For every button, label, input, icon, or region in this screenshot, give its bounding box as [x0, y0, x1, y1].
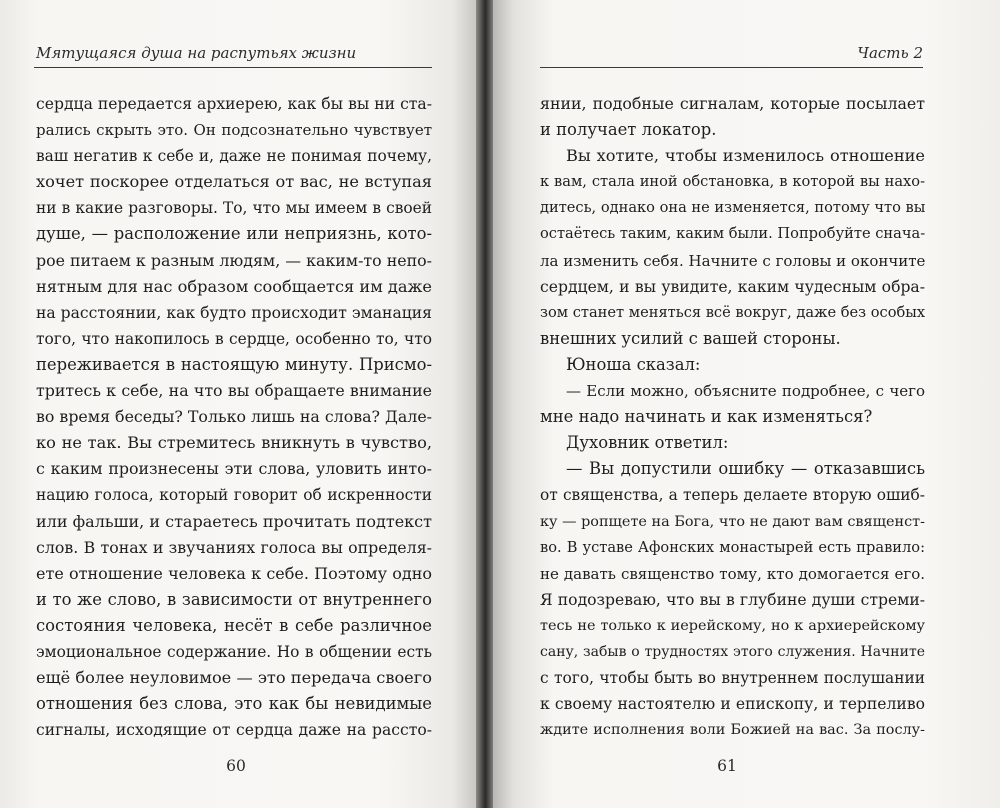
text-line: переживается в настоящую минуту. Присмо- [36, 354, 432, 374]
text-line: сигналы, исходящие от сердца даже на рассто- [36, 721, 432, 740]
text-line: состояния человека, несёт в себе различное [36, 615, 432, 635]
text-line: Вы хотите, чтобы изменилось отношение [566, 146, 925, 166]
text-line: слов. В тонах и звучаниях голоса вы определя- [36, 537, 432, 557]
text-line: с каким произнесены эти слова, уловить инто- [36, 459, 432, 479]
text-line: остаётесь таким, каким были. Попробуйте снача- [540, 225, 925, 243]
right-running-head: Часть 2 [857, 44, 923, 62]
text-line: зом станет меняться всё вокруг, даже без особых [540, 303, 925, 321]
text-line: с того, чтобы быть во внутреннем послушании [540, 669, 925, 688]
text-line: хочет поскорее отделаться от вас, не вступая [36, 172, 432, 192]
text-line: ку — ропщете на Бога, что не дают вам священст- [540, 513, 925, 530]
text-line: к вам, стала иной обстановка, в которой вы нахо- [540, 173, 925, 191]
left-header-rule [34, 67, 432, 68]
text-line: тесь не только к иерейскому, но к архиерейскому [540, 617, 925, 634]
text-line: ко не так. Вы стремитесь вникнуть в чувство, [36, 433, 432, 453]
right-page [493, 0, 1000, 808]
text-line: ла изменить себя. Начните с головы и окончите [540, 251, 925, 270]
text-line: сердца передается архиерею, как бы вы ни ста- [36, 95, 432, 113]
text-line: во. В уставе Афонских монастырей есть правило: [540, 538, 925, 556]
text-line: или фальши, и стараетесь прочитать подтекст [36, 511, 432, 531]
text-line: эмоциональное содержание. Но в общении есть [36, 642, 432, 661]
text-line: сердцем, и вы увидите, каким чудесным обра- [540, 277, 925, 296]
text-line: ете отношение человека к себе. Поэтому одно [36, 563, 432, 583]
text-line: Духовник ответил: [566, 433, 729, 453]
text-line: к своему настоятелю и епископу, и терпеливо [540, 695, 925, 714]
text-line: во время беседы? Только лишь на слова? Дале- [36, 407, 432, 427]
text-line: тритесь к себе, на что вы обращаете внимание [36, 381, 432, 401]
text-line: дитесь, однако она не изменяется, потому что вы [540, 199, 925, 217]
left-running-head: Мятущаяся душа на распутьях жизни [36, 44, 357, 62]
left-page-text [36, 91, 432, 743]
left-page-number: 60 [226, 757, 246, 775]
right-page-text [540, 91, 925, 743]
text-line: от священства, а теперь делаете вторую ошиб- [540, 486, 925, 505]
text-line: ещё более неуловимое — это передача своего [36, 668, 432, 688]
text-line: ждите исполнения воли Божией на вас. За послу- [540, 722, 925, 739]
text-line: рались скрыть это. Он подсознательно чувствует [36, 121, 432, 140]
text-line: отношения без слова, это как бы невидимые [36, 694, 432, 714]
text-line: нацию голоса, который говорит об искренности [36, 486, 432, 505]
text-line: — Если можно, объясните подробнее, с чего [566, 382, 925, 401]
text-line: внешних усилий с вашей стороны. [540, 328, 841, 348]
text-line: Я подозреваю, что вы в глубине души стреми- [540, 590, 925, 609]
text-line: рое питаем к разным людям, — каким-то непо- [36, 250, 432, 270]
text-line: на расстоянии, как будто происходит эманация [36, 303, 432, 322]
text-line: и получает локатор. [540, 120, 717, 140]
left-page [0, 0, 476, 808]
text-line: душе, — расположение или неприязнь, кото- [36, 224, 432, 244]
text-line: того, что накопилось в сердце, особенно то, что [36, 329, 432, 348]
text-line: сану, забыв о трудностях этого служения. Начните [540, 643, 925, 660]
right-header-rule [540, 67, 923, 68]
text-line: Юноша сказал: [566, 354, 701, 374]
text-line: янии, подобные сигналам, которые посылает [540, 94, 925, 113]
text-line: ваш негатив к себе и, даже не понимая почему, [36, 147, 432, 166]
text-line: мне надо начинать и как изменяться? [540, 407, 873, 427]
right-page-number: 61 [717, 757, 737, 775]
book-gutter [476, 0, 493, 808]
text-line: нятным для нас образом сообщается им даже [36, 276, 432, 296]
text-line: ни в какие разговоры. То, что мы имеем в своей [36, 199, 432, 218]
text-line: и то же слово, в зависимости от внутреннего [36, 589, 432, 609]
text-line: не давать священство тому, кто домогается его. [540, 564, 925, 583]
text-line: — Вы допустили ошибку — отказавшись [566, 459, 925, 479]
